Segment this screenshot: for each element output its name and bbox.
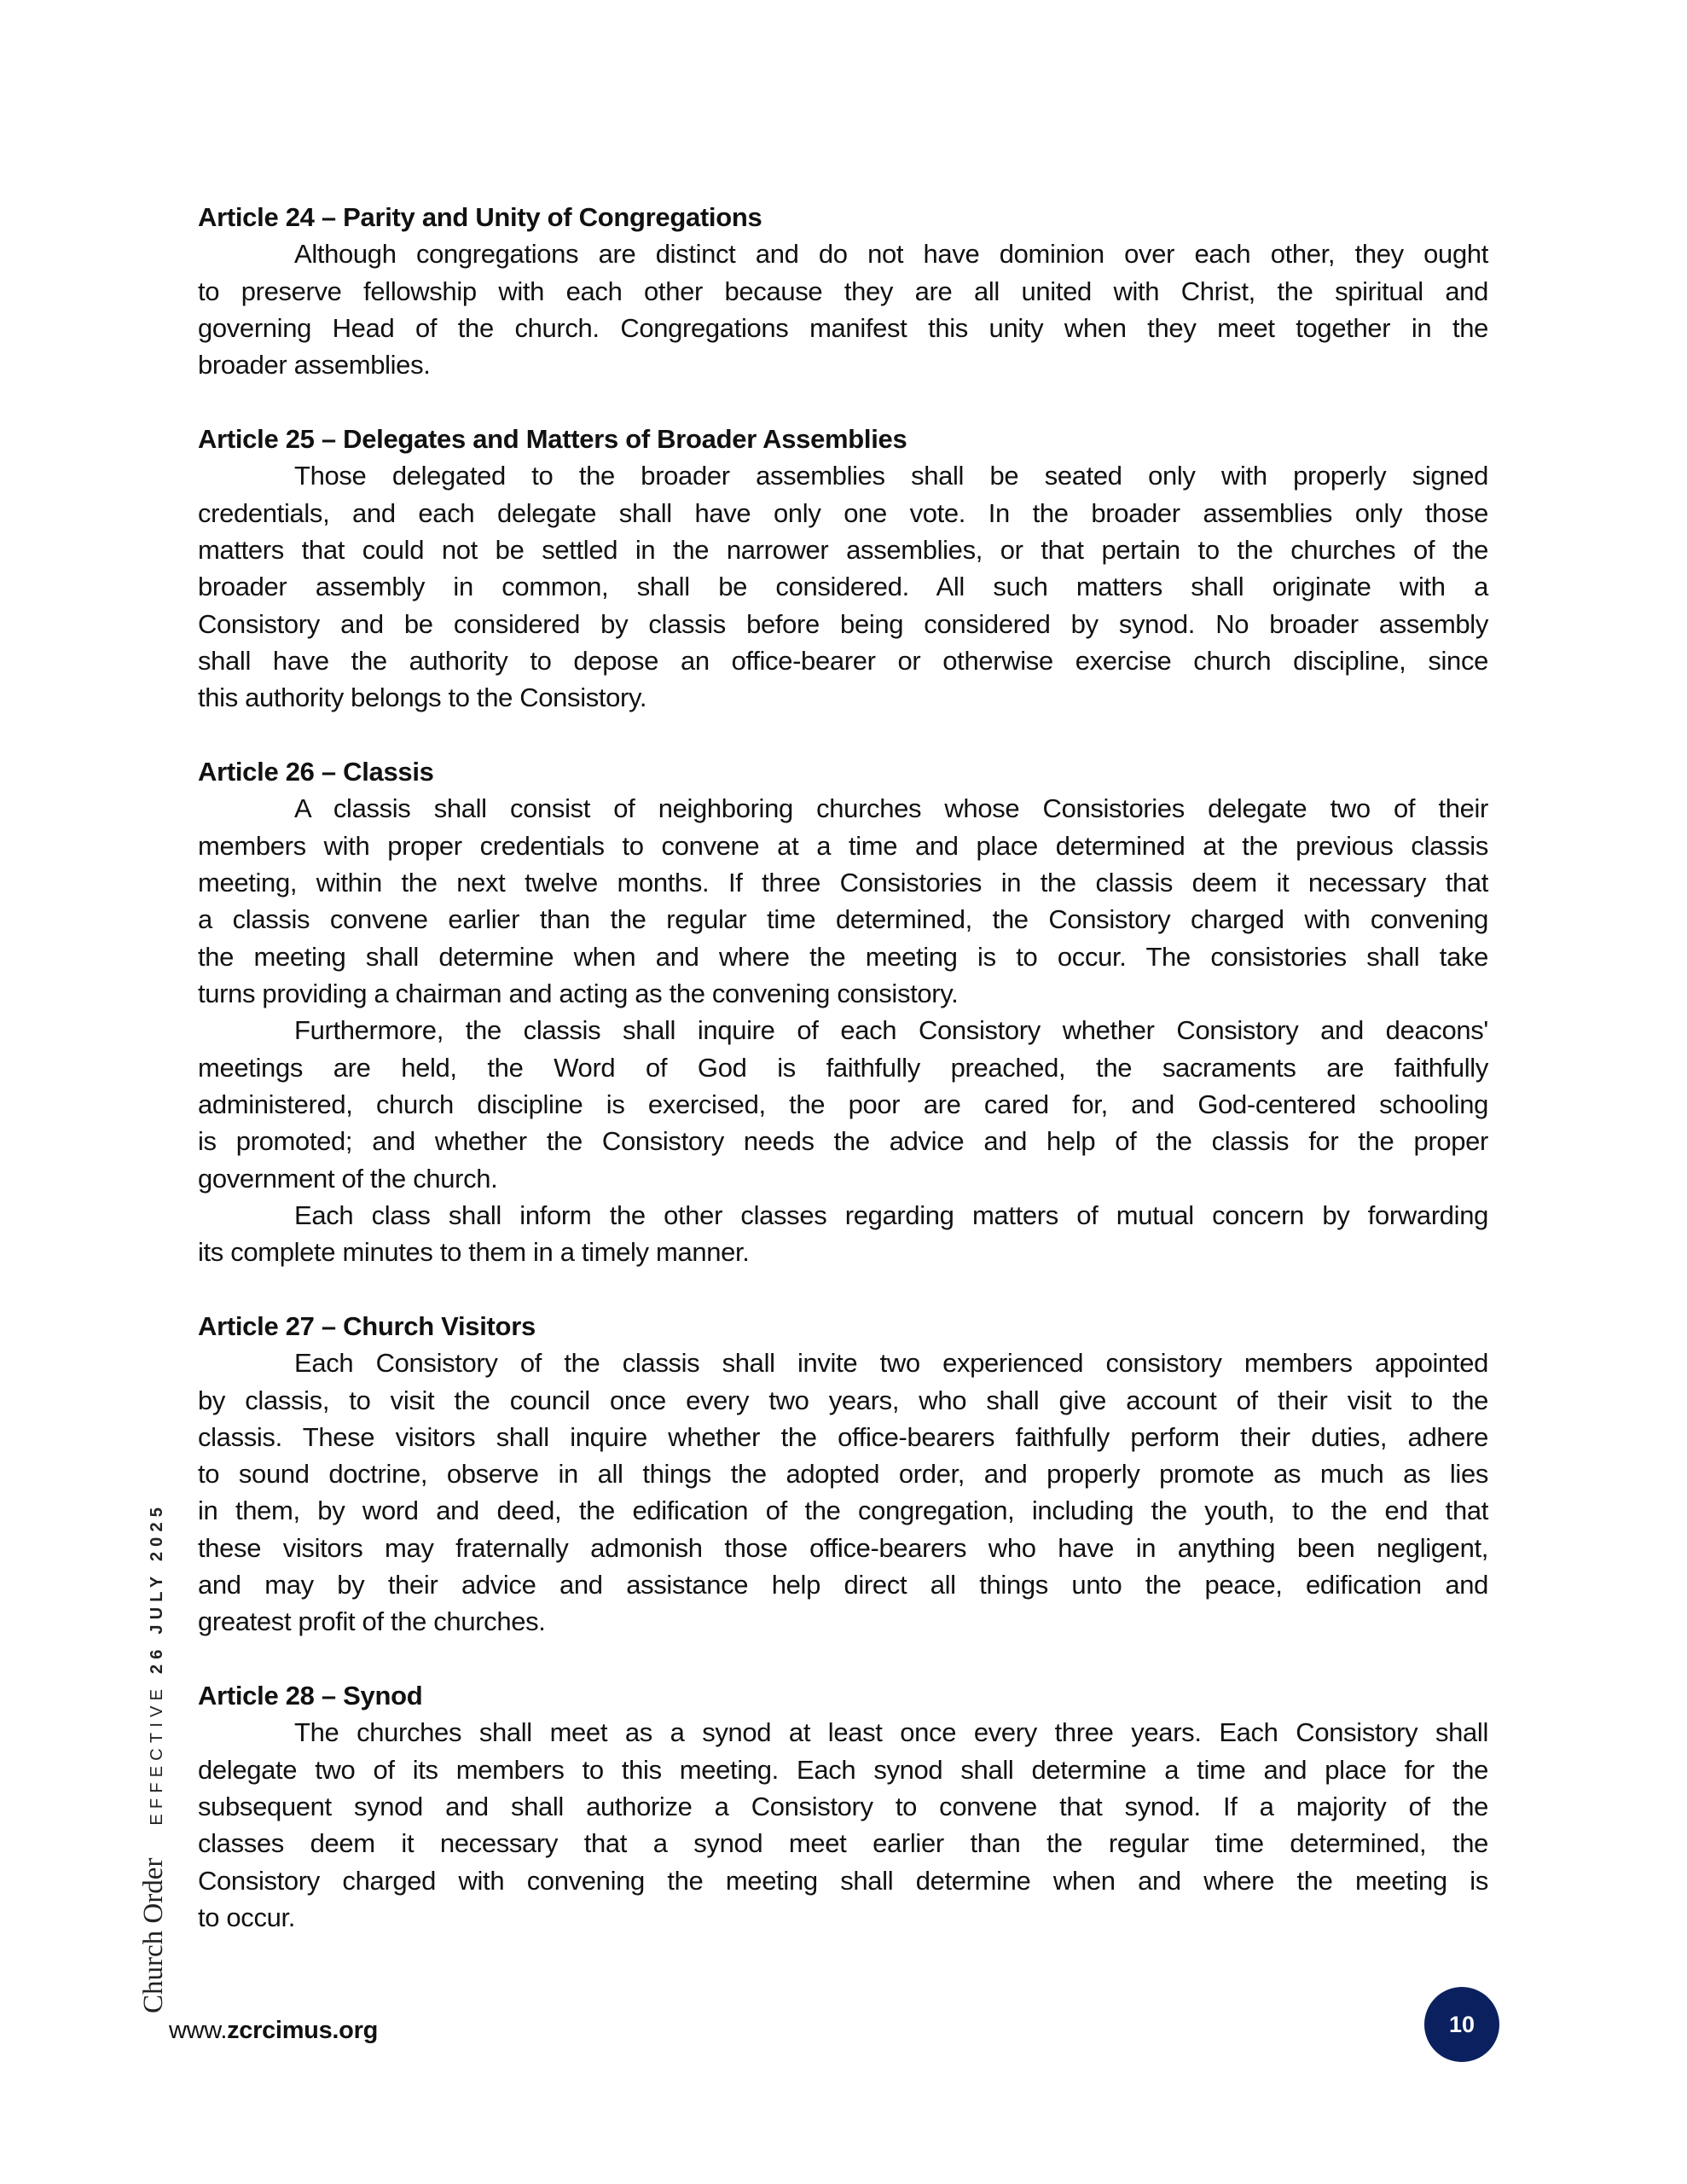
text-line: Furthermore, the classis shall inquire of each Consistory whether Consistory and deacons' (294, 1015, 1488, 1046)
text-line: governing Head of the church. Congregations manifest this unity when they meet together in the (198, 312, 1488, 343)
text-line: Each Consistory of the classis shall invite two experienced consistory members appointed (294, 1348, 1488, 1379)
website-link[interactable] (169, 2017, 378, 2045)
text-line: Consistory and be considered by classis before being considered by synod. No broader assembly (198, 608, 1488, 639)
side-running-title (138, 1502, 170, 2013)
text-line: a classis convene earlier than the regular time determined, the Consistory charged with convening (198, 904, 1488, 935)
text-line: members with proper credentials to convene at a time and place determined at the previous classis (198, 830, 1488, 861)
text-line: government of the church. (198, 1163, 498, 1194)
page-number: 10 (1448, 2011, 1475, 2037)
text-line: Although congregations are distinct and do not have dominion over each other, they ought (294, 239, 1488, 270)
text-line: Those delegated to the broader assemblies shall be seated only with properly signed (294, 461, 1488, 491)
article-paragraph (198, 235, 1488, 383)
document-title: Church Order (138, 1857, 169, 2013)
article-heading: Article 24 – Parity and Unity of Congregations (198, 202, 762, 232)
article-heading: Article 25 – Delegates and Matters of Broader Assemblies (198, 423, 907, 454)
text-line: administered, church discipline is exercised, the poor are cared for, and God-centered schooling (198, 1089, 1488, 1119)
text-line: and may by their advice and assistance help direct all things unto the peace, edification and (198, 1570, 1488, 1600)
text-line: to occur. (198, 1902, 296, 1933)
article-paragraph (198, 1012, 1488, 1197)
text-line: the meeting shall determine when and where the meeting is to occur. The consistories shall take (198, 941, 1488, 972)
text-line: Each class shall inform the other classes regarding matters of mutual concern by forwarding (294, 1199, 1488, 1230)
text-line: this authority belongs to the Consistory. (198, 682, 647, 713)
effective-date-label (148, 1502, 167, 1826)
text-line: these visitors may fraternally admonish those office-bearers who have in anything been negligent, (198, 1532, 1488, 1563)
text-line: its complete minutes to them in a timely manner. (198, 1237, 750, 1268)
article-section (198, 421, 1488, 717)
text-line: credentials, and each delegate shall have only one vote. In the broader assemblies only those (198, 497, 1488, 528)
text-line: A classis shall consist of neighboring churches whose Consistories delegate two of their (294, 793, 1488, 824)
article-heading: Article 28 – Synod (198, 1681, 423, 1711)
text-line: to preserve fellowship with each other because they are all united with Christ, the spiritual and (198, 276, 1488, 306)
article-heading: Article 26 – Classis (198, 756, 434, 787)
text-line: classis. These visitors shall inquire whether the office-bearers faithfully perform their duties, adhere (198, 1421, 1488, 1452)
text-line: delegate two of its members to this meeting. Each synod shall determine a time and place for the (198, 1754, 1488, 1785)
text-line: broader assembly in common, shall be considered. All such matters shall originate with a (198, 572, 1488, 602)
text-line: matters that could not be settled in the narrower assemblies, or that pertain to the churches of the (198, 534, 1488, 565)
text-line: classes deem it necessary that a synod meet earlier than the regular time determined, the (198, 1828, 1488, 1859)
text-line: The churches shall meet as a synod at least once every three years. Each Consistory shall (294, 1717, 1488, 1748)
text-line: meetings are held, the Word of God is faithfully preached, the sacraments are faithfully (198, 1052, 1488, 1083)
article-section (198, 1308, 1488, 1641)
article-section (198, 1677, 1488, 1936)
text-line: shall have the authority to depose an office-bearer or otherwise exercise church discipline, since (198, 645, 1488, 676)
article-paragraph (198, 457, 1488, 716)
document-body (198, 199, 1488, 1936)
effective-label: EFFECTIVE (148, 1683, 166, 1826)
article-section (198, 199, 1488, 384)
article-paragraph (198, 790, 1488, 1012)
text-line: is promoted; and whether the Consistory needs the advice and help of the classis for the proper (198, 1126, 1488, 1157)
page-number-badge (1424, 1987, 1499, 2062)
text-line: in them, by word and deed, the edification of the congregation, including the youth, to the end that (198, 1496, 1488, 1526)
url-domain: zcrcimus.org (227, 2017, 378, 2044)
text-line: meeting, within the next twelve months. If three Consistories in the classis deem it necessary that (198, 867, 1488, 897)
text-line: turns providing a chairman and acting as the convening consistory. (198, 978, 959, 1008)
article-heading: Article 27 – Church Visitors (198, 1310, 536, 1341)
article-paragraph (198, 1345, 1488, 1641)
text-line: by classis, to visit the council once every two years, who shall give account of their visit to the (198, 1385, 1488, 1415)
article-section (198, 753, 1488, 1271)
article-paragraph (198, 1197, 1488, 1271)
effective-date: 26 JULY 2025 (148, 1502, 166, 1675)
article-paragraph (198, 1714, 1488, 1936)
text-line: broader assemblies. (198, 350, 431, 380)
text-line: to sound doctrine, observe in all things the adopted order, and properly promote as much as lies (198, 1459, 1488, 1490)
url-prefix: www. (169, 2017, 228, 2044)
text-line: greatest profit of the churches. (198, 1606, 546, 1637)
text-line: Consistory charged with convening the meeting shall determine when and where the meeting is (198, 1865, 1488, 1896)
text-line: subsequent synod and shall authorize a Consistory to convene that synod. If a majority of the (198, 1792, 1488, 1822)
